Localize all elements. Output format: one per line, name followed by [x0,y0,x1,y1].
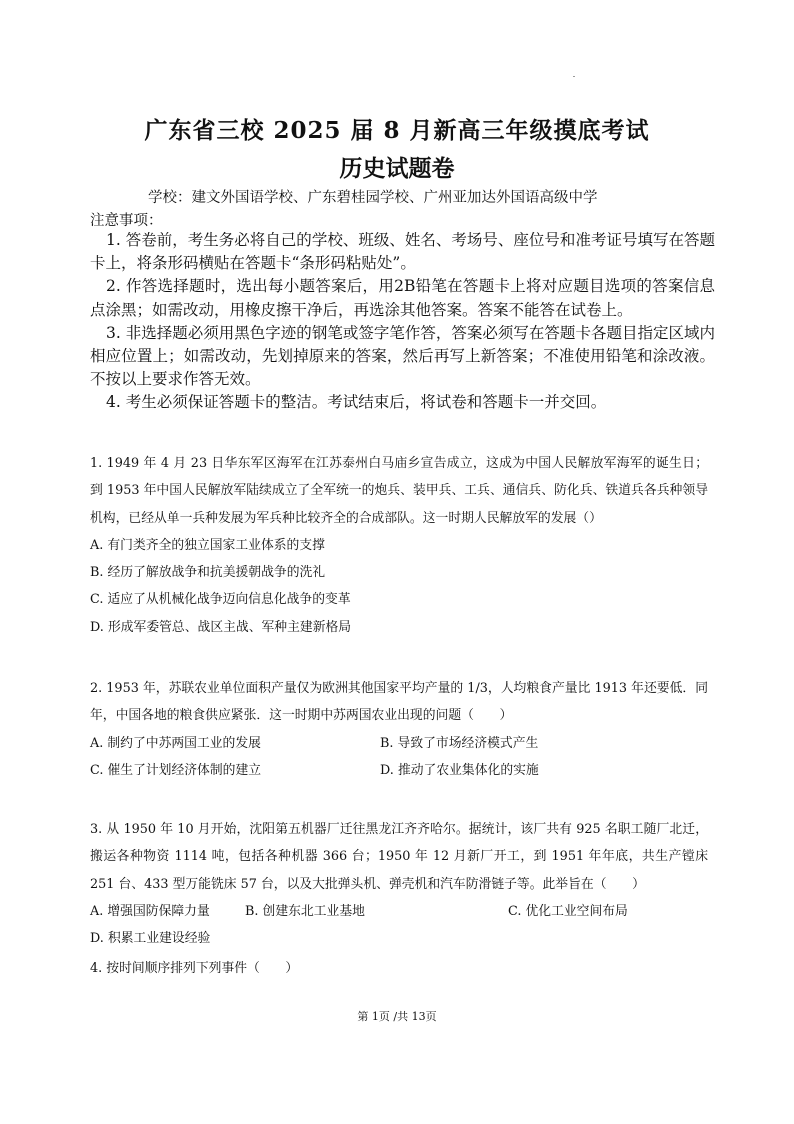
exam-title: 广东省三校 2025 届 8 月新高三年级摸底考试 [144,117,650,144]
option-c: C. 适应了从机械化战争迈向信息化战争的变革 [90,592,351,608]
option-d: D. 积累工业建设经验 [90,930,211,946]
scan-speck [573,76,575,77]
option-b: B. 创建东北工业基地 [245,903,365,919]
question-stem: 3. 从 1950 年 10 月开始，沈阳第五机器厂迁往黑龙江齐齐哈尔。据统计，该厂共有 925 名职工随厂北迁，搬运各种物资 1114 吨，包括各种机器 366 台；1950 年 12 月新厂开工，到 1951 年年底，共生产镗床 251 台、433 型万能铣床 57 台，以及大批弹头机、弹壳机和汽车防滑链子等。此举旨在（ ） [90,822,708,892]
option-row [90,757,708,784]
question-4 [90,955,708,982]
option-c: C. 催生了计划经济体制的建立 [90,762,262,778]
option-b: B. 导致了市场经济模式产生 [380,735,539,751]
question-2 [90,675,708,784]
option-a: A. 增强国防保障力量 [90,903,210,919]
option-a: A. 制约了中苏两国工业的发展 [90,735,261,751]
notice-item: 2. 作答选择题时，选出每小题答案后，用2B铅笔在答题卡上将对应题目选项的答案信息点涂黑；如需改动，用橡皮擦干净后，再选涂其他答案。答案不能答在试卷上。 [90,277,715,319]
exam-subtitle: 历史试题卷 [339,155,455,182]
notice-item: 4. 考生必须保证答题卡的整洁。考试结束后，将试卷和答题卡一并交回。 [106,393,607,412]
option-row [90,730,708,757]
question-stem: 2. 1953 年，苏联农业单位面积产量仅为欧洲其他国家平均产量的 1/3，人均粮食产量比 1913 年还要低．同年，中国各地的粮食供应紧张．这一时期中苏两国农业出现的问题（ ） [90,681,708,724]
option-c: C. 优化工业空间布局 [508,903,628,919]
option-b: B. 经历了解放战争和抗美援朝战争的洗礼 [90,565,326,581]
question-stem: 4. 按时间顺序排列下列事件（ ） [90,961,299,976]
option-d: D. 推动了农业集体化的实施 [380,762,539,778]
notice-item: 1. 答卷前，考生务必将自己的学校、班级、姓名、考场号、座位号和准考证号填写在答题卡上，将条形码横贴在答题卡“条形码粘贴处”。 [90,231,715,273]
notice-heading: 注意事项： [90,213,163,229]
option-a: A. 有门类齐全的独立国家工业体系的支撑 [90,537,325,553]
notice-item: 3. 非选择题必须用黑色字迹的钢笔或签字笔作答，答案必须写在答题卡各题目指定区域内相应位置上；如需改动，先划掉原来的答案，然后再写上新答案；不准使用铅笔和涂改液。不按以上要求作答无效。 [90,323,715,389]
question-stem: 1. 1949 年 4 月 23 日华东军区海军在江苏泰州白马庙乡宣告成立，这成为中国人民解放军海军的诞生日；到 1953 年中国人民解放军陆续成立了全军统一的炮兵、装甲兵、工兵、通信兵、防化兵、铁道兵各兵种领导机构，已经从单一兵种发展为军兵种比较齐全的合成部队。这一时期人民解放军的发展（） [90,456,708,526]
option-row [90,925,708,952]
option-d: D. 形成军委管总、战区主战、军种主建新格局 [90,619,352,635]
page-number: 第 1页 /共 13页 [357,1010,437,1023]
question-1 [90,450,708,641]
option-row [90,898,708,925]
notice-list [90,229,715,415]
school-list: 学校：建文外国语学校、广东碧桂园学校、广州亚加达外国语高级中学 [148,190,598,206]
question-3 [90,816,708,952]
